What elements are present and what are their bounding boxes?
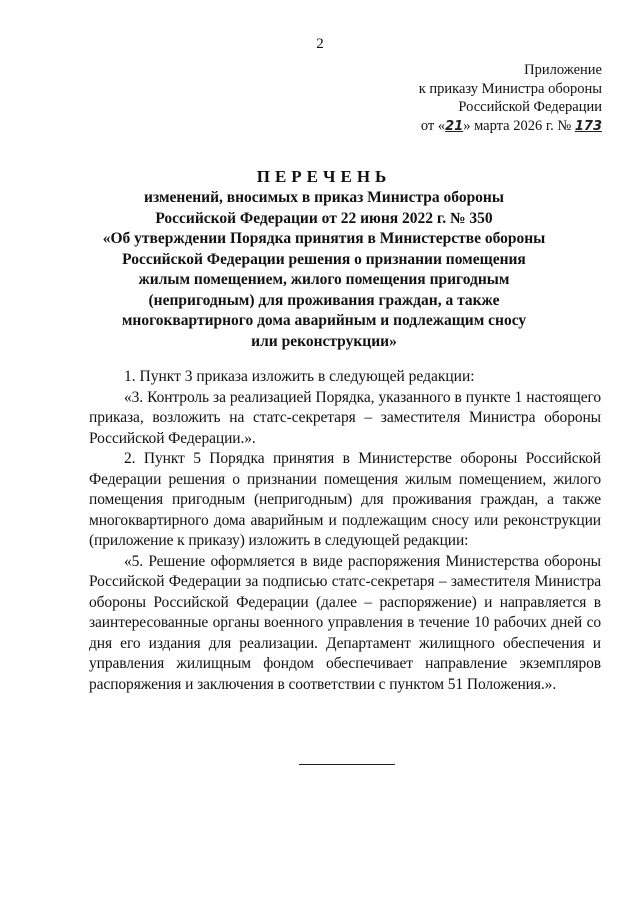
title-line: изменений, вносимых в приказ Министра обороны — [144, 189, 504, 206]
paragraph-item-1: 1. Пункт 3 приказа изложить в следующей редакции: — [124, 368, 475, 385]
appendix-country: Российской Федерации — [458, 99, 602, 115]
appendix-date-line — [362, 117, 602, 137]
appendix-order-ref: к приказу Министра обороны — [418, 80, 602, 97]
page-number: 2 — [316, 36, 324, 52]
date-mid: » марта 2026 г. № — [463, 117, 572, 134]
appendix-block — [362, 61, 602, 136]
document-heading: ПЕРЕЧЕНЬ — [256, 167, 392, 186]
paragraph-quote-5: «5. Решение оформляется в виде распоряжения Министерства обороны Российской Федерации за подписью статс-секретаря – заместителя Министра обороны Российской Федерации (далее – распоряжение) и направляется в заинтересованные органы военного управления в течение 10 рабочих дней со дня его издания для реализации. Департамент жилищного обеспечения и управления жилищным фондом обеспечивает направление экземпляров распоряжения и заключения в соответствии с пунктом 51 Положения.». — [89, 552, 601, 693]
title-line: Российской Федерации от 22 июня 2022 г. № 350 — [155, 209, 493, 227]
title-line: Российской Федерации решения о признании помещения — [122, 250, 526, 268]
title-line: или реконструкции» — [251, 332, 397, 350]
document-body — [89, 367, 601, 695]
title-block — [60, 166, 588, 352]
title-line: (непригодным) для проживания граждан, а также — [148, 291, 500, 309]
handwritten-day: 21 — [445, 118, 464, 134]
title-line: многоквартирного дома аварийным и подлежащим сносу — [121, 312, 527, 329]
paragraph-quote-3: «3. Контроль за реализацией Порядка, указанного в пункте 1 настоящего приказа, возложить на статс-секретаря – заместителя Министра обороны Российской Федерации.». — [89, 388, 601, 447]
handwritten-number: 173 — [574, 118, 602, 134]
paragraph-item-2: 2. Пункт 5 Порядка принятия в Министерстве обороны Российской Федерации решения о признании помещения жилым помещением, жилого помещения пригодным (непригодным) для проживания граждан, а также многоквартирного дома аварийным и подлежащим сносу или реконструкции (приложение к приказу) изложить в следующей редакции: — [89, 450, 601, 549]
end-divider — [299, 764, 395, 765]
title-line: жилым помещением, жилого помещения пригодным — [138, 271, 510, 288]
appendix-label: Приложение — [524, 62, 602, 78]
title-line: «Об утверждении Порядка принятия в Министерстве обороны — [102, 230, 546, 247]
date-prefix: от « — [420, 117, 446, 134]
